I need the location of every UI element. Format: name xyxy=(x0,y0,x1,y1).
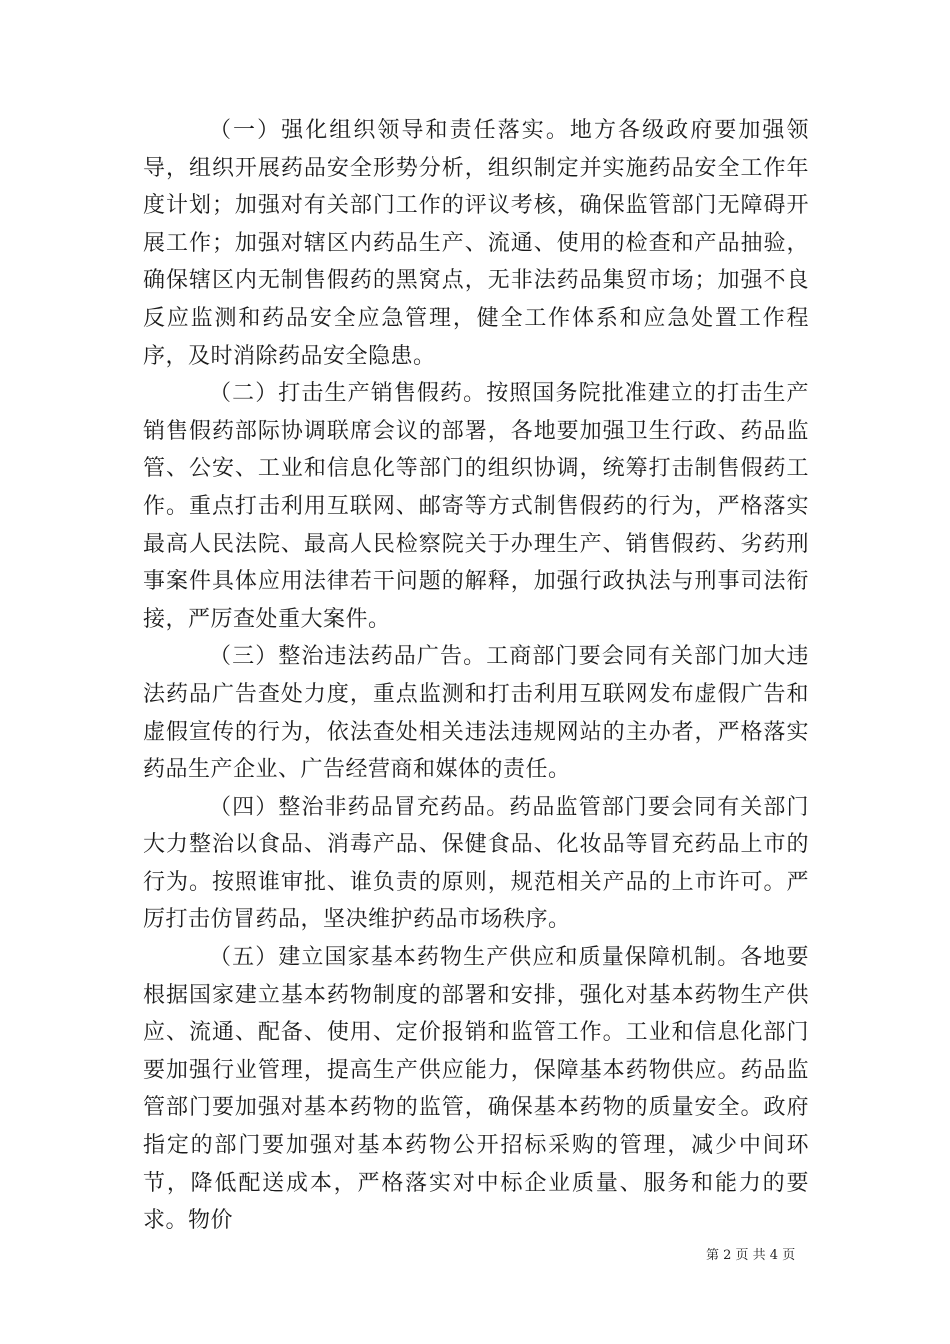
paragraph-4: （四）整治非药品冒充药品。药品监管部门要会同有关部门大力整治以食品、消毒产品、保健食品、化妆品等冒充药品上市的行为。按照谁审批、谁负责的原则，规范相关产品的上市许可。严厉打击仿冒药品，坚决维护药品市场秩序。 xyxy=(143,794,809,933)
page-number-footer: 第 2 页 共 4 页 xyxy=(706,1248,796,1263)
document-body xyxy=(143,112,809,1240)
paragraph-5: （五）建立国家基本药物生产供应和质量保障机制。各地要根据国家建立基本药物制度的部署和安排，强化对基本药物生产供应、流通、配备、使用、定价报销和监管工作。工业和信息化部门要加强行业管理，提高生产供应能力，保障基本药物供应。药品监管部门要加强对基本药物的监管，确保基本药物的质量安全。政府指定的部门要加强对基本药物公开招标采购的管理，减少中间环节，降低配送成本，严格落实对中标企业质量、服务和能力的要求。物价 xyxy=(143,945,809,1234)
paragraph-1: （一）强化组织领导和责任落实。地方各级政府要加强领导，组织开展药品安全形势分析，组织制定并实施药品安全工作年度计划；加强对有关部门工作的评议考核，确保监管部门无障碍开展工作；加强对辖区内药品生产、流通、使用的检查和产品抽验，确保辖区内无制售假药的黑窝点，无非法药品集贸市场；加强不良反应监测和药品安全应急管理，健全工作体系和应急处置工作程序，及时消除药品安全隐患。 xyxy=(143,118,809,369)
paragraph-3: （三）整治违法药品广告。工商部门要会同有关部门加大违法药品广告查处力度，重点监测和打击利用互联网发布虚假广告和虚假宣传的行为，依法查处相关违法违规网站的主办者，严格落实药品生产企业、广告经营商和媒体的责任。 xyxy=(143,644,809,783)
paragraph-2: （二）打击生产销售假药。按照国务院批准建立的打击生产销售假药部际协调联席会议的部署，各地要加强卫生行政、药品监管、公安、工业和信息化等部门的组织协调，统筹打击制售假药工作。重点打击利用互联网、邮寄等方式制售假药的行为，严格落实最高人民法院、最高人民检察院关于办理生产、销售假药、劣药刑事案件具体应用法律若干问题的解释，加强行政执法与刑事司法衔接，严厉查处重大案件。 xyxy=(143,381,809,632)
